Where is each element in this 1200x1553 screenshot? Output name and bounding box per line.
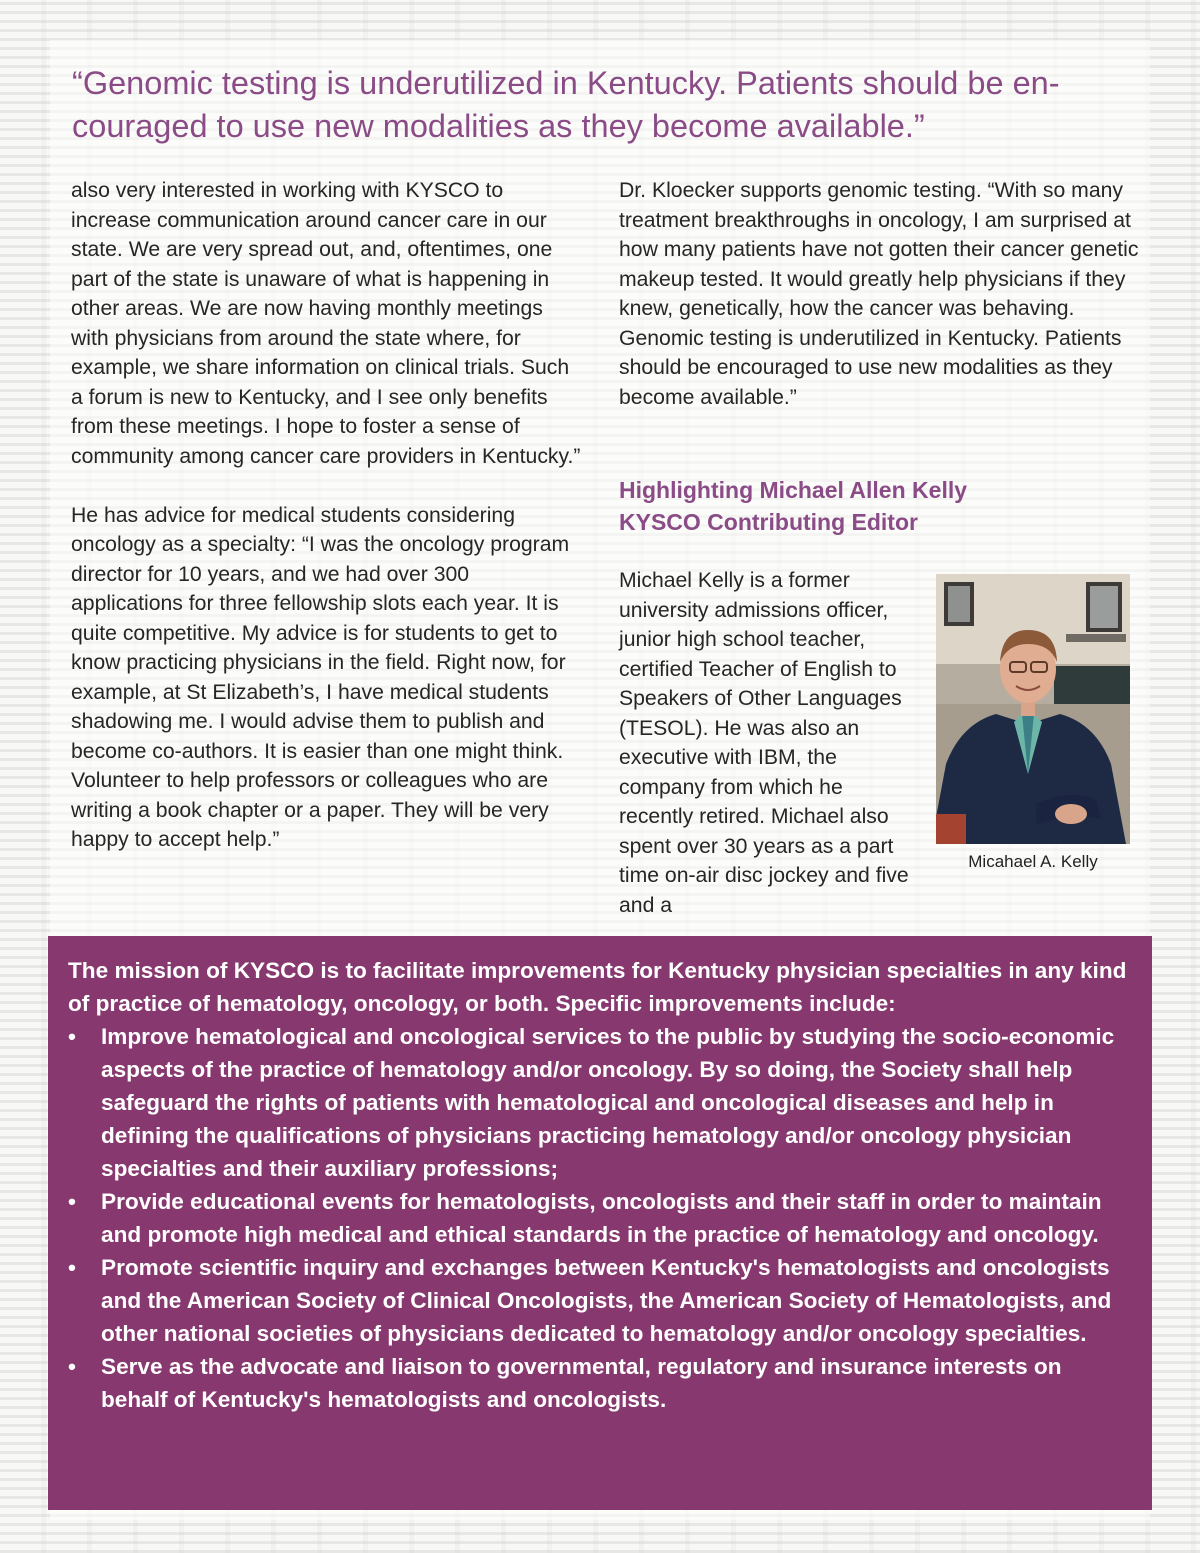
mission-item-text: Provide educational events for hematologists, oncologists and their staff in order to maintain and promote high medical and ethical standards in the practice of hematology and oncology. (101, 1189, 1102, 1247)
heading-line-1: Highlighting Michael Allen Kelly (619, 477, 968, 503)
pull-quote-line-2: couraged to use new modalities as they become available.” (72, 108, 925, 144)
mission-item-4 (68, 1350, 1132, 1416)
bullet-icon: • (68, 1354, 76, 1379)
mission-item-text: Improve hematological and oncological services to the public by studying the socio-economic aspects of the practice of hematology and/or oncology. By so doing, the Society shall help safeguard the rights of patients with hematological and oncological diseases and help in defining the qualifications of physicians practicing hematology and/or oncology physician specialties and their auxiliary professions; (101, 1024, 1115, 1181)
mission-list (68, 1020, 1132, 1416)
bullet-icon: • (68, 1024, 76, 1049)
mission-item-text: Serve as the advocate and liaison to governmental, regulatory and insurance interests on behalf of Kentucky's hematologists and oncologists. (101, 1354, 1062, 1412)
bio-paragraph: Michael Kelly is a former university admissions officer, junior high school teacher, certified Teacher of English to Speakers of Other Languages (TESOL). He was also an executive with IBM, the company from which he recently retired. Michael also spent over 30 years as a part time on-air disc jockey and five and a (619, 569, 909, 917)
section-heading (619, 474, 1139, 538)
left-paragraph-1: also very interested in working with KYSCO to increase communication around cancer care in our state. We are very spread out, and, oftentimes, one part of the state is unaware of what is happening in other areas. We are now having monthly meetings with physicians from around the state where, for example, we share information on clinical trials. Such a forum is new to Kentucky, and I see only benefits from these meetings. I hope to foster a sense of community among cancer care providers in Kentucky.” (71, 179, 581, 468)
pull-quote (72, 62, 1152, 148)
heading-line-2: KYSCO Contributing Editor (619, 509, 918, 535)
mission-item-3 (68, 1251, 1132, 1350)
mission-intro: The mission of KYSCO is to facilitate improvements for Kentucky physician specialties in any kind of practice of hematology, oncology, or both. Specific improvements include: (68, 958, 1127, 1016)
mission-item-2 (68, 1185, 1132, 1251)
bullet-icon: • (68, 1255, 76, 1280)
right-paragraph-1: Dr. Kloecker supports genomic testing. “With so many treatment breakthroughs in oncology, I am surprised at how many patients have not gotten their cancer genetic makeup tested. It would greatly help physicians if they knew, genetically, how the cancer was behaving. Genomic testing is underutilized in Kentucky. Patients should be encouraged to use new modalities as they become available.” (619, 179, 1139, 409)
photo-caption: Micahael A. Kelly (968, 852, 1098, 871)
pull-quote-line-1: “Genomic testing is underutilized in Kentucky. Patients should be en- (72, 65, 1060, 101)
bullet-icon: • (68, 1189, 76, 1214)
left-column (71, 176, 581, 855)
portrait-photo (936, 574, 1130, 844)
left-paragraph-2: He has advice for medical students considering oncology as a specialty: “I was the oncology program director for 10 years, and we had over 300 applications for three fellowship slots each year. It is quite competitive. My advice is for students to get to know practicing physicians in the field. Right now, for example, at St Elizabeth’s, I have medical students shadowing me. I would advise them to publish and become co-authors. It is easier than one might think. Volunteer to help professors or colleagues who are writing a book chapter or a paper. They will be very happy to accept help.” (71, 503, 570, 851)
mission-box (48, 936, 1152, 1510)
right-column (619, 176, 1139, 412)
mission-item-1 (68, 1020, 1132, 1185)
mission-item-text: Promote scientific inquiry and exchanges between Kentucky's hematologists and oncologists and the American Society of Clinical Oncologists, the American Society of Hematologists, and other national societies of physicians dedicated to hematology and/or oncology specialties. (101, 1255, 1112, 1346)
